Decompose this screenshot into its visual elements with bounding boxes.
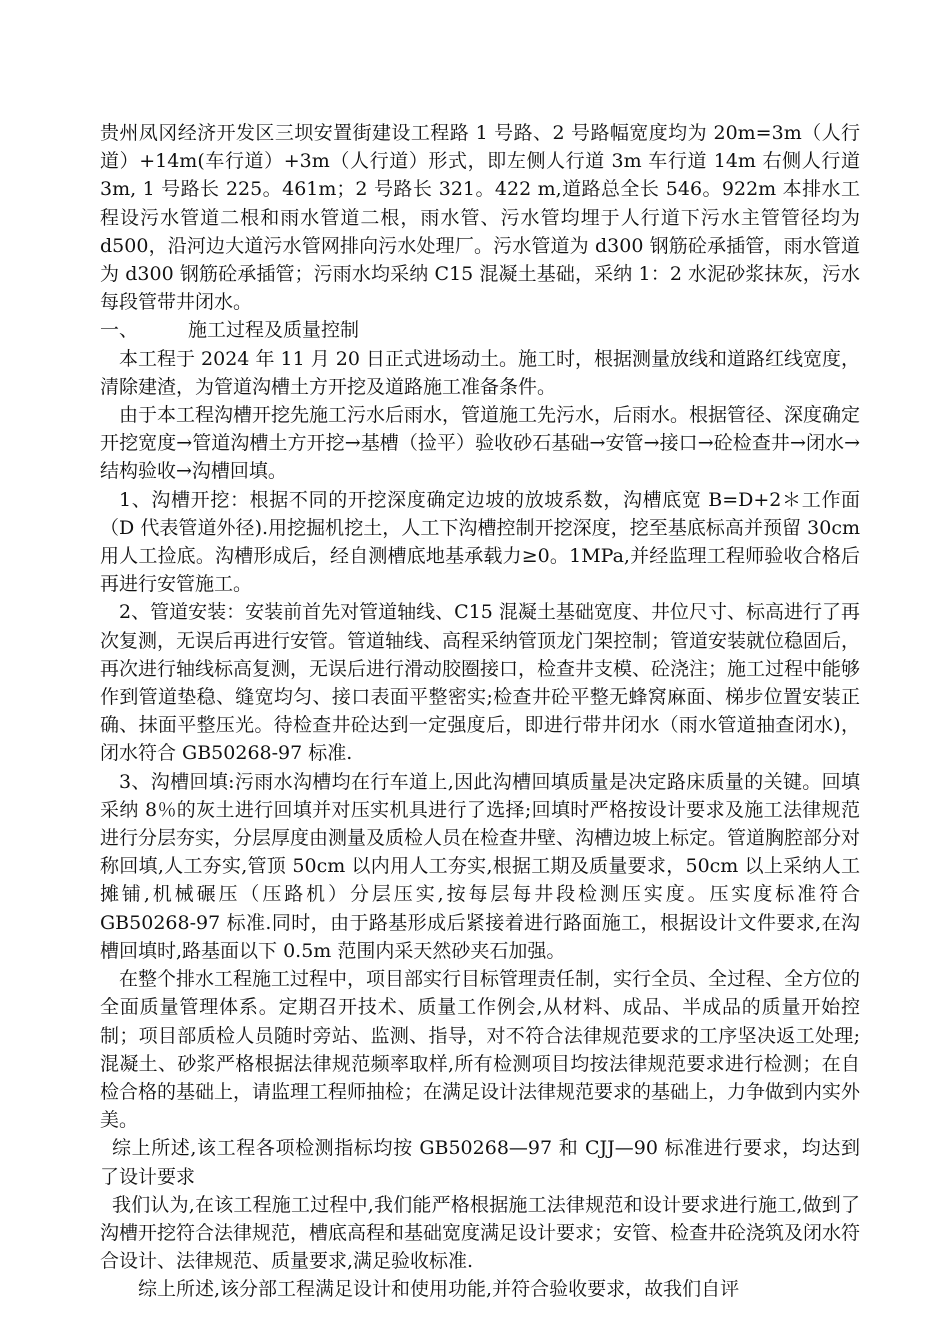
trench-backfill-paragraph: 3、沟槽回填:污雨水沟槽均在行车道上,因此沟槽回填质量是决定路床质量的关键。回填采纳 8％的灰土进行回填并对压实机具进行了选择;回填时严格按设计要求及施工法律规范进行分层夯实，分层厚度由测量及质检人员在检查井壁、沟槽边坡上标定。管道胸腔部分对称回填,人工夯实,管顶 50cm 以内用人工夯实,根据工期及质量要求，50cm 以上采纳人工摊铺,机械碾压（压路机）分层压实,按每层每井段检测压实度。压实度标准符合 GB50268-97 标准.同时，由于路基形成后紧接着进行路面施工，根据设计文件要求,在沟槽回填时,路基面以下 0.5m 范围内采天然砂夹石加强。 (100, 770, 861, 962)
trench-excavation-paragraph: 1、沟槽开挖：根据不同的开挖深度确定边坡的放坡系数，沟槽底宽 B=D+2＊工作面（D 代表管道外径).用挖掘机挖土，人工下沟槽控制开挖深度，挖至基底标高并预留 30cm 用人工捡底。沟槽形成后，经自测槽底地基承载力≥0。1MPa,并经监理工程师验收合格后再进行安管施工。 (100, 488, 860, 596)
quality-management-paragraph: 在整个排水工程施工过程中，项目部实行目标管理责任制，实行全员、全过程、全方位的全面质量管理体系。定期召开技术、质量工作例会,从材料、成品、半成品的质量开始控制；项目部质检人员随时旁站、监测、指导，对不符合法律规范要求的工序坚决返工处理;混凝土、砂浆严格根据法律规范频率取样,所有检测项目均按法律规范要求进行检测；在自检合格的基础上，请监理工程师抽检；在满足设计法律规范要求的基础上，力争做到内实外美。 (100, 968, 861, 1132)
section-heading-title: 施工过程及质量控制 (188, 319, 360, 342)
conclusion-paragraph: 综上所述,该分部工程满足设计和使用功能,并符合验收要求，故我们自评 (138, 1278, 740, 1301)
construction-sequence-paragraph: 由于本工程沟槽开挖先施工污水后雨水，管道施工先污水，后雨水。根据管径、深度确定开挖宽度→管道沟槽土方开挖→基槽（捡平）验收砂石基础→安管→接口→砼检查井→闭水→结构验收→沟槽回填。 (100, 404, 861, 483)
our-view-paragraph: 我们认为,在该工程施工过程中,我们能严格根据施工法律规范和设计要求进行施工,做到了沟槽开挖符合法律规范，槽底高程和基础宽度满足设计要求；安管、检查井砼浇筑及闭水符合设计、法律规范、质量要求,满足验收标准. (100, 1193, 861, 1273)
document-body (100, 119, 860, 1304)
pipe-installation-paragraph: 2、管道安装：安装前首先对管道轴线、C15 混凝土基础宽度、井位尺寸、标高进行了再次复测，无误后再进行安管。管道轴线、高程采纳管顶龙门架控制；管道安装就位稳固后，再次进行轴线标高复测，无误后进行滑动胶圈接口，检查井支模、砼浇注；施工过程中能够作到管道垫稳、缝宽均匀、接口表面平整密实;检查井砼平整无蜂窝麻面、梯步位置安装正确、抹面平整压光。待检查井砼达到一定强度后，即进行带井闭水（雨水管道抽查闭水)，闭水符合 GB50268-97 标准. (100, 601, 861, 765)
section-heading (100, 316, 860, 344)
start-work-paragraph: 本工程于 2024 年 11 月 20 日正式进场动土。施工时，根据测量放线和道路红线宽度，清除建渣，为管道沟槽土方开挖及道路施工准备条件。 (100, 347, 860, 398)
standards-summary-paragraph: 综上所述,该工程各项检测指标均按 GB50268—97 和 CJJ—90 标准进行要求，均达到了设计要求 (100, 1137, 860, 1188)
project-overview-paragraph: 贵州凤冈经济开发区三坝安置街建设工程路 1 号路、2 号路幅宽度均为 20m=3m（人行道）+14m(车行道）+3m（人行道）形式，即左侧人行道 3m 车行道 14m 右侧人行道 3m, 1 号路长 225。461m；2 号路长 321。422 m,道路总全长 546。922m 本排水工程设污水管道二根和雨水管道二根，雨水管、污水管均埋于人行道下污水主管管径均为 d500，沿河边大道污水管网排向污水处理厂。污水管道为 d300 钢筋砼承插管，雨水管道为 d300 钢筋砼承插管；污雨水均采纳 C15 混凝土基础，采纳 1：2 水泥砂浆抹灰，污水每段管带井闭水。 (100, 122, 860, 314)
section-heading-number: 一、 (100, 319, 139, 342)
